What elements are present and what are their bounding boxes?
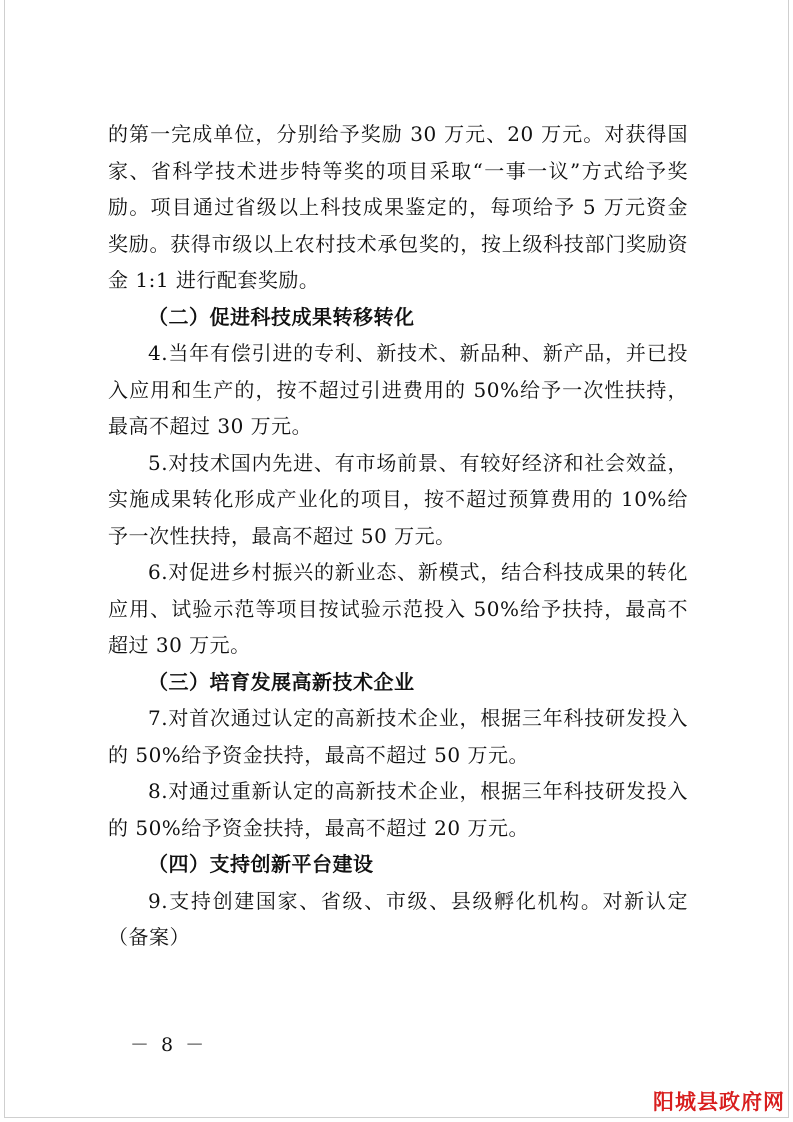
section-heading-3: （三）培育发展高新技术企业 [148, 669, 415, 694]
site-watermark[interactable]: 阳城县政府网 [653, 1090, 785, 1114]
paragraph-item-4: 4.当年有偿引进的专利、新技术、新品种、新产品，并已投入应用和生产的，按不超过引进费用的 50%给予一次性扶持，最高不超过 30 万元。 [108, 341, 688, 438]
paragraph-item-5: 5.对技术国内先进、有市场前景、有较好经济和社会效益，实施成果转化形成产业化的项目，按不超过预算费用的 10%给予一次性扶持，最高不超过 50 万元。 [108, 450, 688, 548]
paragraph-item-9: 9.支持创建国家、省级、市级、县级孵化机构。对新认定（备案） [108, 888, 688, 949]
section-heading-4: （四）支持创新平台建设 [148, 852, 374, 876]
section-heading-2: （二）促进科技成果转移转化 [148, 304, 415, 329]
document-body [108, 116, 688, 956]
paragraph-item-7: 7.对首次通过认定的高新技术企业，根据三年科技研发投入的 50%给予资金扶持，最高不超过 50 万元。 [108, 706, 688, 767]
paragraph-item-6: 6.对促进乡村振兴的新业态、新模式，结合科技成果的转化应用、试验示范等项目按试验示范投入 50%给予扶持，最高不超过 30 万元。 [108, 560, 688, 657]
paragraph-award-continuation: 的第一完成单位，分别给予奖励 30 万元、20 万元。对获得国家、省科学技术进步特等奖的项目采取“一事一议”方式给予奖励。项目通过省级以上科技成果鉴定的，每项给予 5 万元资金奖励。获得市级以上农村技术承包奖的，按上级科技部门奖励资金 1:1 进行配套奖励。 [108, 122, 688, 292]
paragraph-item-8: 8.对通过重新认定的高新技术企业，根据三年科技研发投入的 50%给予资金扶持，最高不超过 20 万元。 [108, 779, 688, 840]
page-number: － 8 － [130, 1034, 208, 1056]
